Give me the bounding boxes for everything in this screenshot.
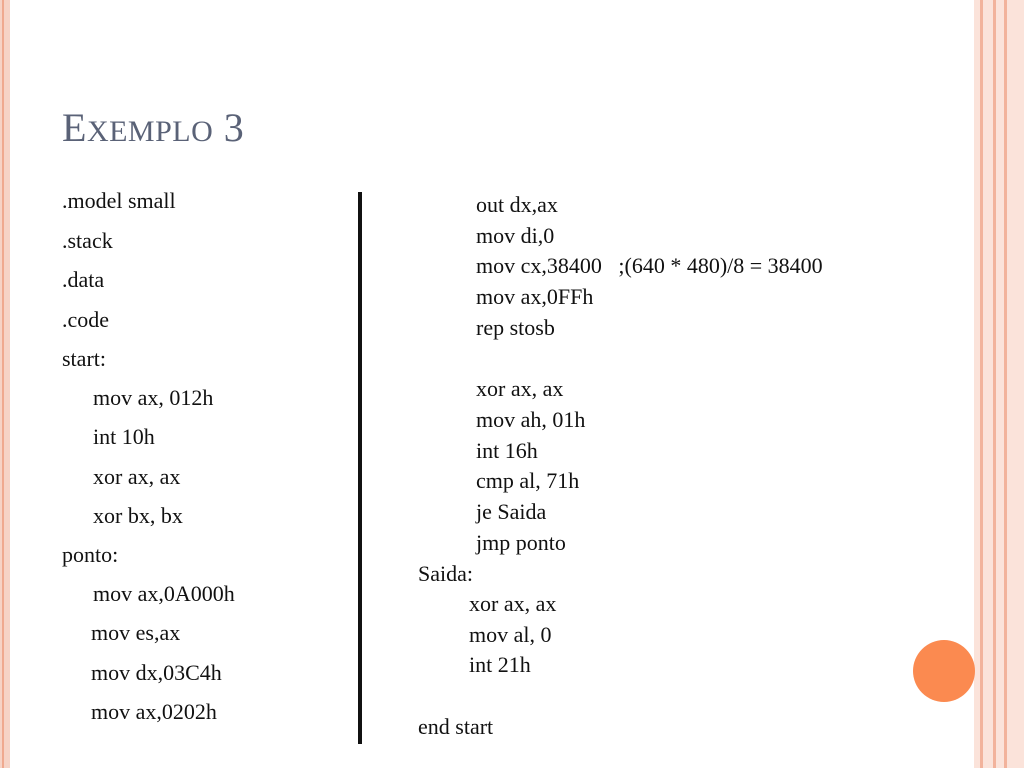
code-line: mov ax,0202h [91, 699, 217, 724]
title-rest: XEMPLO [86, 115, 214, 148]
title-first-letter: E [62, 105, 87, 150]
code-line: int 10h [93, 424, 155, 449]
code-line: start: [62, 346, 106, 371]
code-line: xor ax, ax [93, 464, 181, 489]
code-line: .stack [62, 228, 113, 253]
code-line: mov es,ax [91, 620, 181, 645]
code-line: xor bx, bx [93, 503, 183, 528]
column-divider [358, 192, 362, 744]
code-line: ponto: [62, 542, 119, 567]
code-line: mov cx,38400 ;(640 * 480)/8 = 38400 [476, 253, 823, 278]
slide-title [62, 104, 244, 151]
code-line: .data [62, 267, 105, 292]
left-decorative-border [0, 0, 10, 768]
code-line: mov ax,0A000h [93, 581, 235, 606]
code-line: mov dx,03C4h [91, 660, 222, 685]
code-line: xor ax, ax [469, 591, 557, 616]
code-line: cmp al, 71h [476, 468, 580, 493]
code-line: .code [62, 307, 110, 332]
code-line: Saida: [418, 561, 473, 586]
code-line: rep stosb [476, 315, 555, 340]
title-number: 3 [223, 105, 245, 150]
code-line: end start [418, 714, 494, 739]
code-line: mov al, 0 [469, 622, 552, 647]
code-line: jmp ponto [476, 530, 566, 555]
code-line: mov ax,0FFh [476, 284, 594, 309]
right-decorative-stripes [974, 0, 1024, 768]
code-line: .model small [62, 188, 176, 213]
orange-circle-decoration [913, 640, 975, 702]
code-line: xor ax, ax [476, 376, 564, 401]
code-line: mov ax, 012h [93, 385, 214, 410]
code-line: mov di,0 [476, 223, 555, 248]
code-line: int 21h [469, 652, 531, 677]
code-line: out dx,ax [476, 192, 558, 217]
code-line: int 16h [476, 438, 538, 463]
code-line: je Saida [476, 499, 547, 524]
code-line: mov ah, 01h [476, 407, 586, 432]
